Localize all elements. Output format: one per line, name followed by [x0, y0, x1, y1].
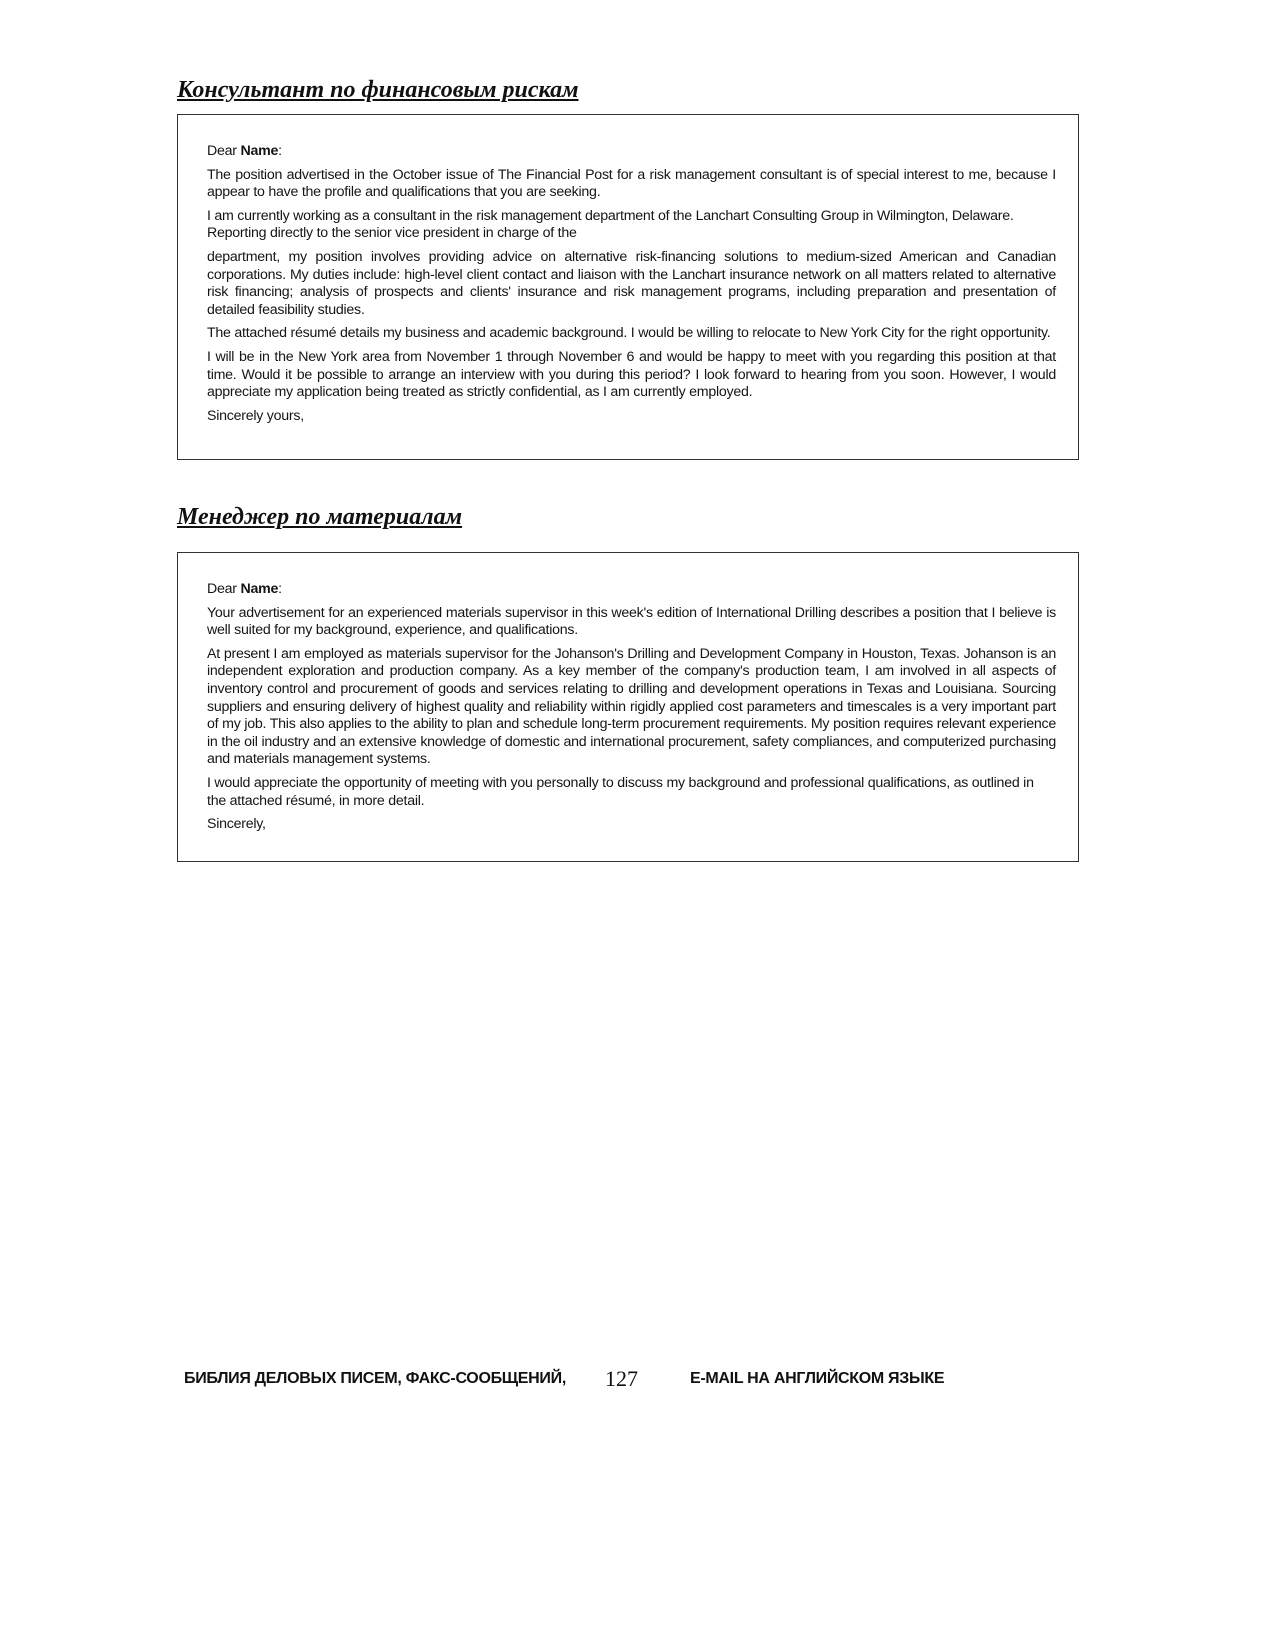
letter-paragraph: The position advertised in the October issue of The Financial Post for a risk management consultant is of special interest to me, because I appear to have the profile and qualifications that you are seeking. [207, 166, 1056, 201]
greeting-suffix: : [278, 581, 282, 597]
letter-paragraph: Your advertisement for an experienced materials supervisor in this week's edition of International Drilling describes a position that I believe is well suited for my background, experience, and qualifications. [207, 604, 1056, 639]
letter-risk-consultant [177, 114, 1079, 460]
letter-paragraph: I would appreciate the opportunity of meeting with you personally to discuss my background and professional qualifications, as outlined in the attached résumé, in more detail. [207, 774, 1034, 809]
letter-greeting [207, 143, 1056, 161]
letter-closing: Sincerely, [207, 816, 266, 833]
greeting-prefix: Dear [207, 581, 237, 597]
letter-paragraph: department, my position involves providing advice on alternative risk-financing solutions to medium-sized American and Canadian corporations. My duties include: high-level client contact and liaison with the Lanchart insurance network on all matters related to alternative risk financing; analysis of prospects and clients' insurance and risk management programs, including preparation and presentation of detailed feasibility studies. [207, 248, 1056, 318]
letter-paragraph: At present I am employed as materials supervisor for the Johanson's Drilling and Development Company in Houston, Texas. Johanson is an independent exploration and production company. As a key member of the company's production team, I am involved in all aspects of inventory control and procurement of goods and services relating to drilling and development operations in Texas and Louisiana. Sourcing suppliers and ensuring delivery of highest quality and reliability within rigidly applied cost parameters and timescales is a very important part of my job. This also applies to the ability to plan and schedule long-term procurement requirements. My position requires relevant experience in the oil industry and an extensive knowledge of domestic and international procurement, safety compliances, and computerized purchasing and materials management systems. [207, 645, 1056, 768]
page-number: 127 [605, 1366, 638, 1391]
page-footer [184, 1366, 964, 1396]
greeting-name: Name [240, 581, 279, 597]
letter-closing: Sincerely yours, [207, 407, 304, 424]
footer-book-title-left: БИБЛИЯ ДЕЛОВЫХ ПИСЕМ, ФАКС-СООБЩЕНИЙ, [184, 1370, 566, 1387]
letter-paragraph: I am currently working as a consultant in the risk management department of the Lanchart Consulting Group in Wilmington, Delaware. Reporting directly to the senior vice president in charge of the [207, 207, 1014, 242]
letter-paragraph: I will be in the New York area from November 1 through November 6 and would be happy to meet with you regarding this position at that time. Would it be possible to arrange an interview with you during this period? I look forward to hearing from you soon. However, I would appreciate my application being treated as strictly confidential, as I am currently employed. [207, 348, 1056, 401]
greeting-prefix: Dear [207, 143, 237, 159]
section-title-risk-consultant: Консультант по финансовым рискам [177, 77, 579, 103]
letter-paragraph: The attached résumé details my business and academic background. I would be willing to relocate to New York City for the right opportunity. [207, 325, 1051, 342]
greeting-suffix: : [278, 143, 282, 159]
letter-greeting [207, 581, 1056, 599]
footer-book-title-right: E-MAIL НА АНГЛИЙСКОМ ЯЗЫКЕ [690, 1370, 945, 1387]
section-title-materials-manager: Менеджер по материалам [177, 504, 463, 530]
letter-materials-manager [177, 552, 1079, 862]
greeting-name: Name [240, 143, 279, 159]
